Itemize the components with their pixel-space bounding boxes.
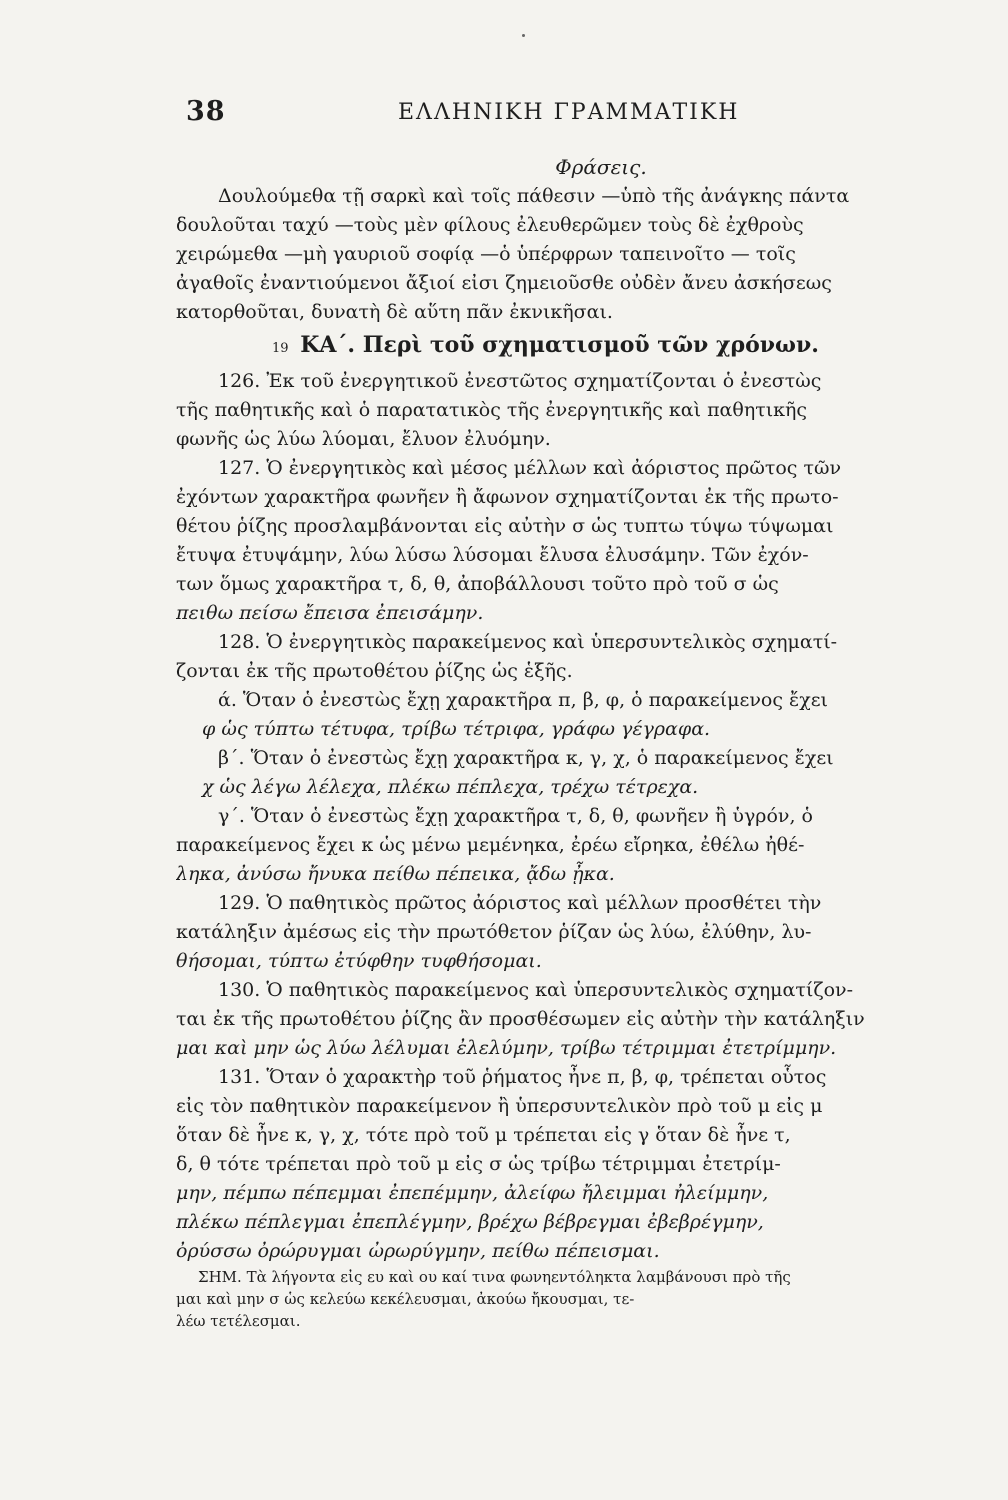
text-line: τῆς παθητικῆς καὶ ὁ παρατατικὸς τῆς ἐνεργητικῆς καὶ παθητικῆς bbox=[176, 399, 808, 421]
text-line: ἀγαθοῖς ἐναντιούμενοι ἄξιοί εἰσι ζημειοῦσθε οὐδὲν ἄνευ ἀσκήσεως bbox=[176, 272, 832, 294]
note-line: ΣΗΜ. Τὰ λήγοντα εἰς ευ καὶ ου καί τινα φωνηεντόληκτα λαμβάνουσι πρὸ τῆς bbox=[198, 1268, 791, 1286]
text-line: φωνῆς ὡς λύω λύομαι, ἔλυον ἐλυόμην. bbox=[176, 428, 551, 450]
text-line: 128. Ὁ ἐνεργητικὸς παρακείμενος καὶ ὑπερσυντελικὸς σχηματί- bbox=[218, 631, 838, 653]
page-header bbox=[186, 96, 746, 132]
speck bbox=[522, 34, 525, 37]
section-title: ΚΑ΄. Περὶ τοῦ σχηματισμοῦ τῶν χρόνων. bbox=[300, 332, 819, 358]
text-line: πειθω πείσω ἔπεισα ἐπεισάμην. bbox=[176, 602, 484, 624]
text-line: γ΄. Ὅταν ὁ ἐνεστὼς ἔχῃ χαρακτῆρα τ, δ, θ, φωνῆεν ἢ ὑγρόν, ὁ bbox=[218, 805, 813, 827]
running-title: ΕΛΛΗΝΙΚΗ ΓΡΑΜΜΑΤΙΚΗ bbox=[398, 100, 740, 125]
text-line: 130. Ὁ παθητικὸς παρακείμενος καὶ ὑπερσυντελικὸς σχηματίζον- bbox=[218, 979, 854, 1001]
text-line: κατάληξιν ἀμέσως εἰς τὴν πρωτόθετον ῥίζαν ὡς λύω, ἐλύθην, λυ- bbox=[176, 921, 812, 943]
text-line: μην, πέμπω πέπεμμαι ἐπεπέμμην, ἀλείφω ἤλειμμαι ἠλείμμην, bbox=[176, 1182, 769, 1204]
text-line: β΄. Ὅταν ὁ ἐνεστὼς ἔχῃ χαρακτῆρα κ, γ, χ, ὁ παρακείμενος ἔχει bbox=[218, 747, 834, 769]
text-line: 126. Ἐκ τοῦ ἐνεργητικοῦ ἐνεστῶτος σχηματίζονται ὁ ἐνεστὼς bbox=[218, 370, 822, 392]
paragraph-127 bbox=[176, 454, 966, 628]
text-line: χειρώμεθα —μὴ γαυριοῦ σοφίᾳ —ὁ ὑπέρφρων ταπεινοῖτο — τοῖς bbox=[176, 243, 796, 265]
text-line: δουλοῦται ταχύ —τοὺς μὲν φίλους ἐλευθερῶμεν τοὺς δὲ ἐχθροὺς bbox=[176, 214, 804, 236]
text-line: φ ὡς τύπτω τέτυφα, τρίβω τέτριφα, γράφω γέγραφα. bbox=[202, 718, 711, 740]
text-line: δ, θ τότε τρέπεται πρὸ τοῦ μ εἰς σ ὡς τρίβω τέτριμμαι ἐτετρίμ- bbox=[176, 1153, 781, 1175]
text-line: εἰς τὸν παθητικὸν παρακείμενον ἢ ὑπερσυντελικὸν πρὸ τοῦ μ εἰς μ bbox=[176, 1095, 823, 1117]
text-line: ται ἐκ τῆς πρωτοθέτου ῥίζης ἂν προσθέσωμεν εἰς αὐτὴν τὴν κατάληξιν bbox=[176, 1008, 865, 1030]
text-line: ά. Ὅταν ὁ ἐνεστὼς ἔχῃ χαρακτῆρα π, β, φ, ὁ παρακείμενος ἔχει bbox=[218, 689, 829, 711]
page-body bbox=[176, 152, 966, 1332]
paragraph-128-c bbox=[176, 802, 966, 889]
text-line: πλέκω πέπλεγμαι ἐπεπλέγμην, βρέχω βέβρεγμαι ἐβεβρέγμην, bbox=[176, 1211, 764, 1233]
paragraph-131 bbox=[176, 1063, 966, 1266]
text-line: θέτου ῥίζης προσλαμβάνονται εἰς αὐτὴν σ ὡς τυπτω τύψω τύψωμαι bbox=[176, 515, 834, 537]
phrases-title: Φράσεις. bbox=[555, 155, 647, 179]
note-line: λέω τετέλεσμαι. bbox=[176, 1312, 301, 1330]
text-line: παρακείμενος ἔχει κ ὡς μένω μεμένηκα, ἐρέω εἴρηκα, ἐθέλω ἠθέ- bbox=[176, 834, 805, 856]
text-line: θήσομαι, τύπτω ἐτύφθην τυφθήσομαι. bbox=[176, 950, 542, 972]
text-line: χ ὡς λέγω λέλεχα, πλέκω πέπλεχα, τρέχω τέτρεχα. bbox=[202, 776, 699, 798]
margin-mark: 19 bbox=[272, 341, 289, 356]
note-line: μαι καὶ μην σ ὡς κελεύω κεκέλευσμαι, ἀκούω ἤκουσμαι, τε- bbox=[176, 1290, 635, 1308]
text-line: κατορθοῦται, δυνατὴ δὲ αὕτη πᾶν ἐκνικῆσαι. bbox=[176, 301, 613, 323]
paragraph-130 bbox=[176, 976, 966, 1063]
text-line: ἐχόντων χαρακτῆρα φωνῆεν ἢ ἄφωνον σχηματίζονται ἐκ τῆς πρωτο- bbox=[176, 486, 839, 508]
paragraph-128-a bbox=[176, 686, 966, 744]
text-line: των ὅμως χαρακτῆρα τ, δ, θ, ἀποβάλλουσι τοῦτο πρὸ τοῦ σ ὡς bbox=[176, 573, 779, 595]
text-line: ὅταν δὲ ἦνε κ, γ, χ, τότε πρὸ τοῦ μ τρέπεται εἰς γ ὅταν δὲ ἦνε τ, bbox=[176, 1124, 791, 1146]
text-line: 127. Ὁ ἐνεργητικὸς καὶ μέσος μέλλων καὶ ἀόριστος πρῶτος τῶν bbox=[218, 457, 842, 479]
section-heading bbox=[176, 327, 966, 367]
note-block bbox=[176, 1266, 966, 1332]
text-line: ληκα, ἀνύσω ἤνυκα πείθω πέπεικα, ᾄδω ᾖκα. bbox=[176, 863, 615, 885]
phrases-block bbox=[176, 182, 966, 327]
text-line: ὀρύσσω ὀρώρυγμαι ὠρωρύγμην, πείθω πέπεισμαι. bbox=[176, 1240, 660, 1262]
text-line: Δουλούμεθα τῇ σαρκὶ καὶ τοῖς πάθεσιν —ὑπὸ τῆς ἀνάγκης πάντα bbox=[218, 185, 850, 207]
text-line: 129. Ὁ παθητικὸς πρῶτος ἀόριστος καὶ μέλλων προσθέτει τὴν bbox=[218, 892, 822, 914]
paragraph-128-b bbox=[176, 744, 966, 802]
text-line: ζονται ἐκ τῆς πρωτοθέτου ῥίζης ὡς ἑξῆς. bbox=[176, 660, 573, 682]
text-line: μαι καὶ μην ὡς λύω λέλυμαι ἐλελύμην, τρίβω τέτριμμαι ἐτετρίμμην. bbox=[176, 1037, 837, 1059]
text-line: ἔτυψα ἐτυψάμην, λύω λύσω λύσομαι ἔλυσα ἐλυσάμην. Τῶν ἐχόν- bbox=[176, 544, 809, 566]
paragraph-128 bbox=[176, 628, 966, 686]
paragraph-126 bbox=[176, 367, 966, 454]
text-line: 131. Ὅταν ὁ χαρακτὴρ τοῦ ῥήματος ἦνε π, β, φ, τρέπεται οὗτος bbox=[218, 1066, 827, 1088]
paragraph-129 bbox=[176, 889, 966, 976]
page-number: 38 bbox=[186, 96, 226, 127]
